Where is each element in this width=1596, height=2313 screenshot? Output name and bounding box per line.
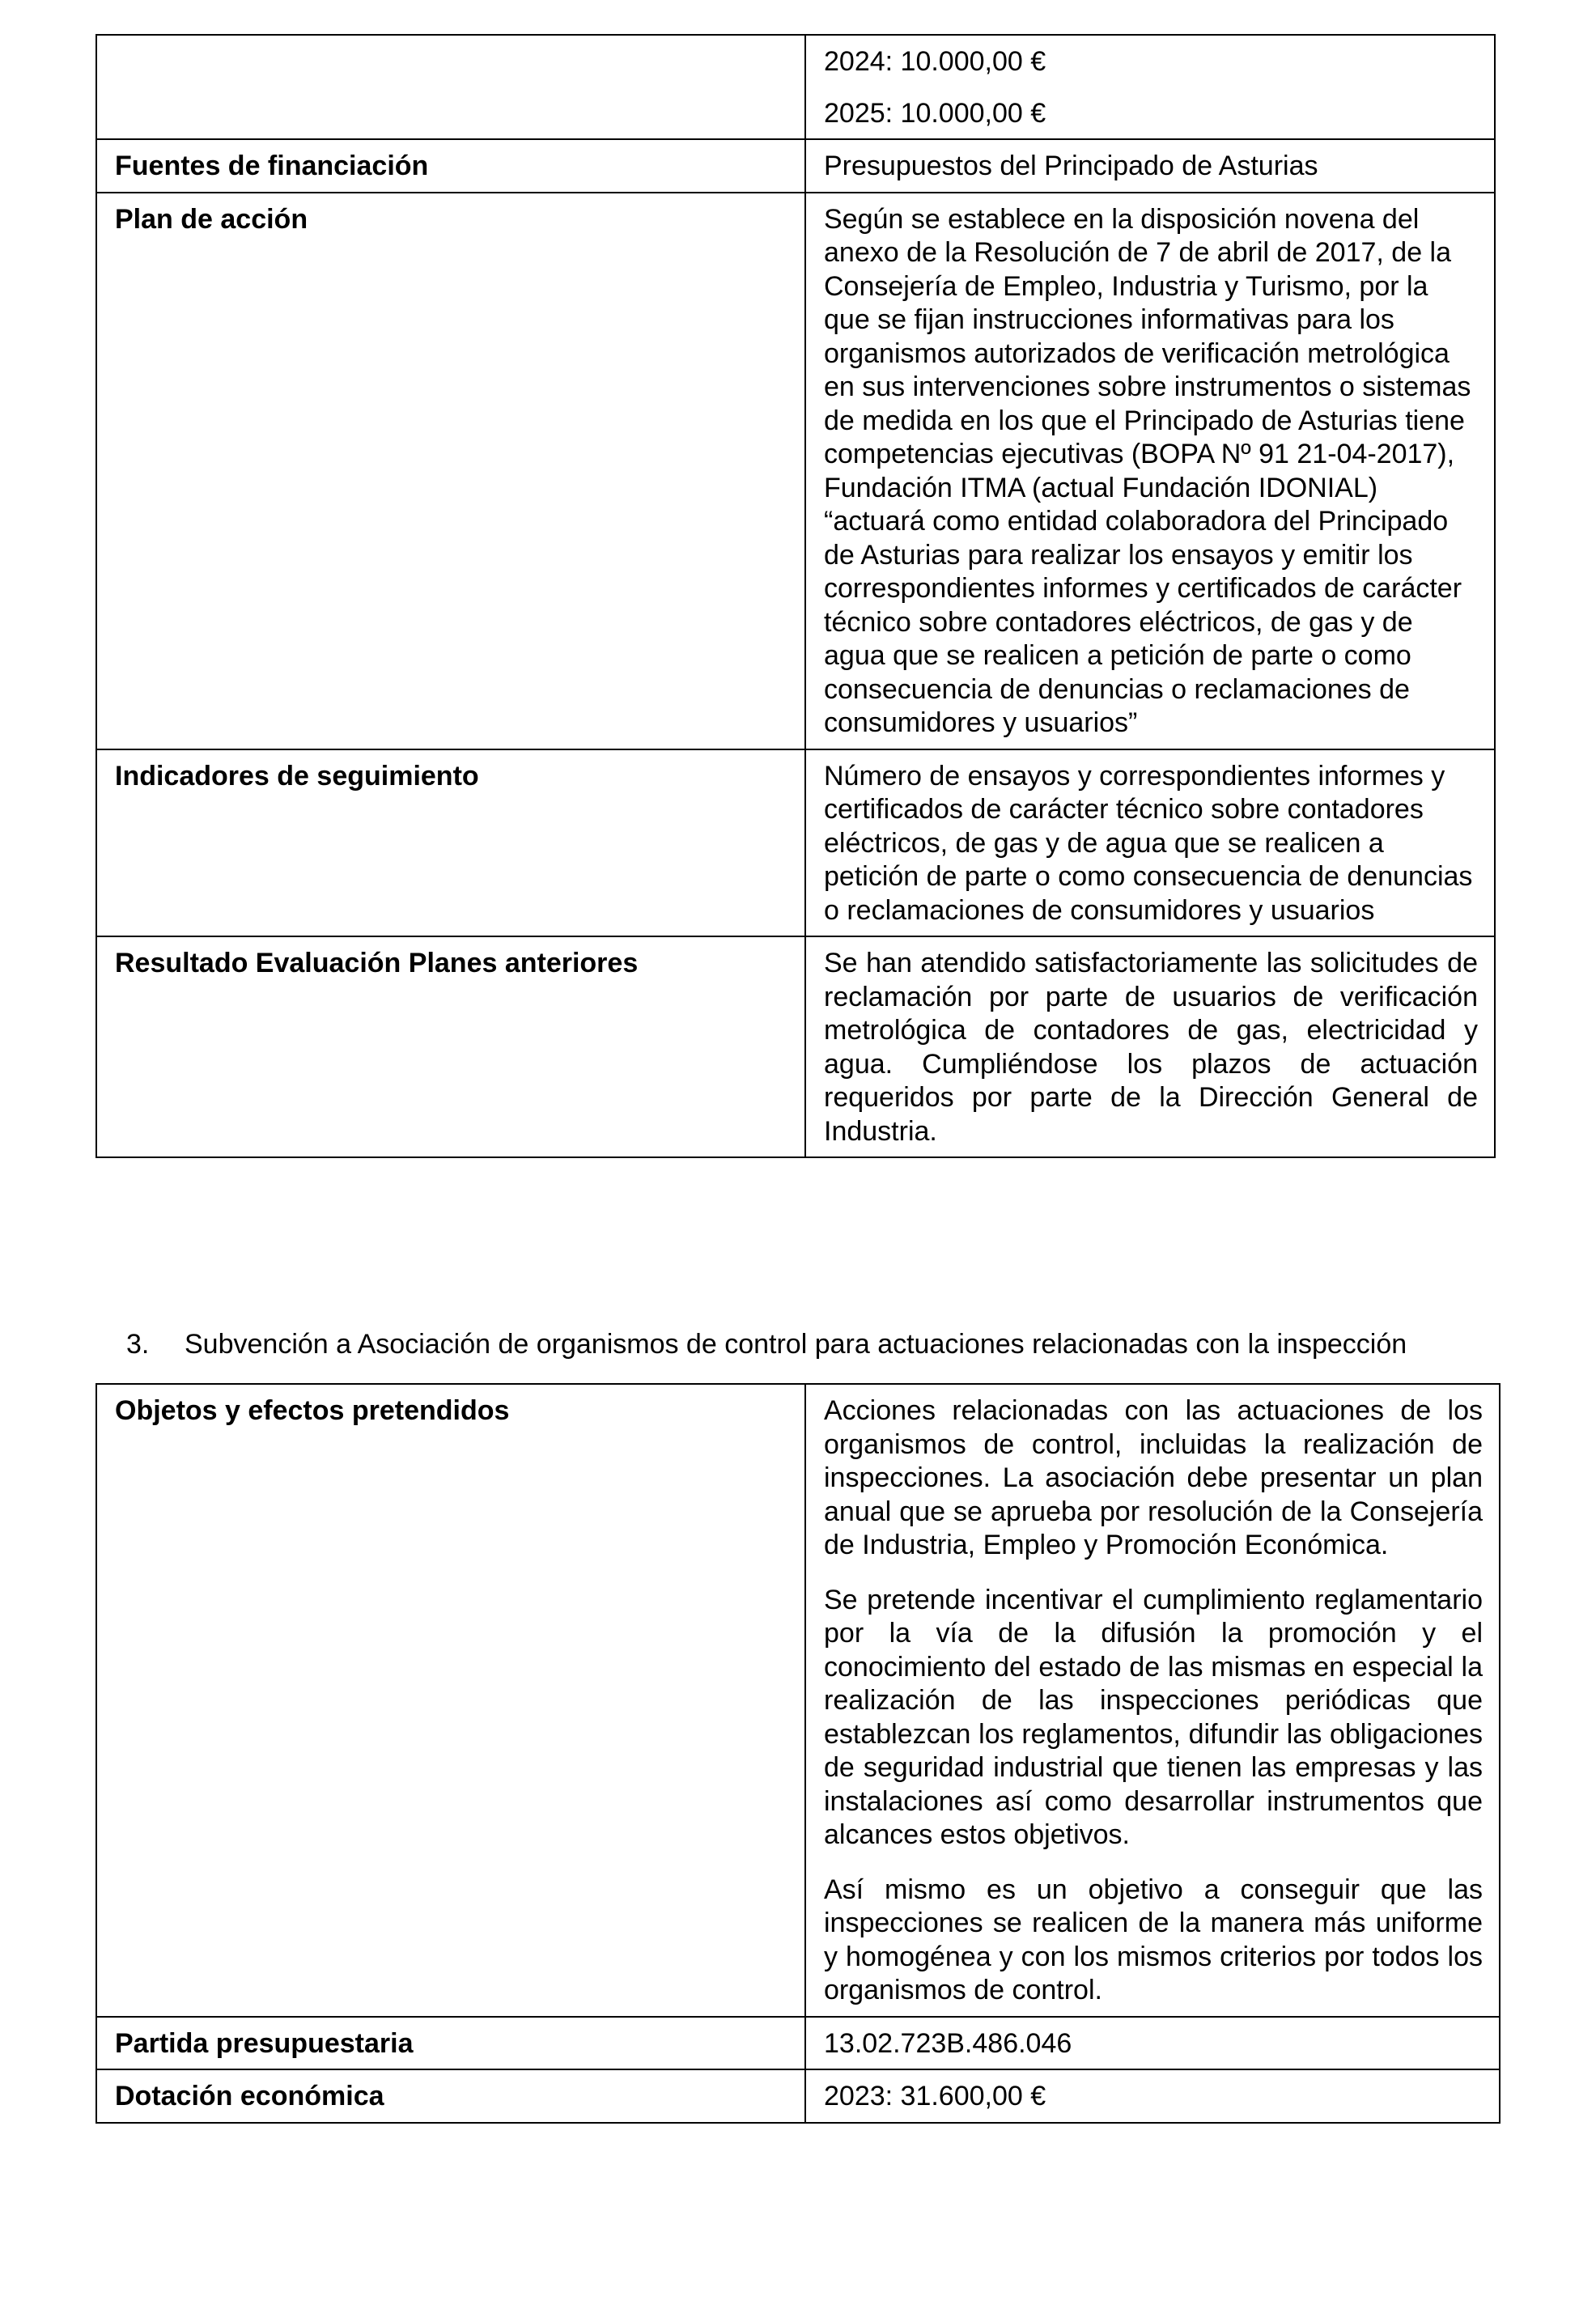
row-value: Número de ensayos y correspondientes informes y certificados de carácter técnico sobre contadores eléctricos, de gas y de agua que se realicen a petición de parte o como consecuencia de denuncias o reclamaciones de consumidores y usuarios bbox=[805, 749, 1495, 937]
amount-2024: 2024: 10.000,00 € bbox=[824, 46, 1046, 77]
row-label: Fuentes de financiación bbox=[96, 139, 805, 193]
table-subsidy-details bbox=[96, 1383, 1500, 2124]
row-label: Partida presupuestaria bbox=[96, 2017, 805, 2070]
row-label: Plan de acción bbox=[96, 193, 805, 749]
section-title: Subvención a Asociación de organismos de control para actuaciones relacionadas con la inspección bbox=[185, 1329, 1407, 1360]
row-label bbox=[96, 35, 805, 139]
table-row bbox=[96, 35, 1495, 139]
table-row bbox=[96, 1384, 1500, 2017]
row-value: Según se establece en la disposición novena del anexo de la Resolución de 7 de abril de 2017, de la Consejería de Empleo, Industria y Turismo, por la que se fijan instrucciones informativas para los organismos autorizados de verificación metrológica en sus intervenciones sobre instrumentos o sistemas de medida en los que el Principado de Asturias tiene competencias ejecutivas (BOPA Nº 91 21-04-2017), Fundación ITMA (actual Fundación IDONIAL) “actuará como entidad colaboradora del Principado de Asturias para realizar los ensayos y emitir los correspondientes informes y certificados de carácter técnico sobre contadores eléctricos, de gas y de agua que se realicen a petición de parte o como consecuencia de denuncias o reclamaciones de consumidores y usuarios” bbox=[805, 193, 1495, 749]
row-value: Se han atendido satisfactoriamente las solicitudes de reclamación por parte de usuarios de verificación metrológica de contadores de gas, electricidad y agua. Cumpliéndose los plazos de actuación requeridos por parte de la Dirección General de Industria. bbox=[805, 936, 1495, 1157]
table-row bbox=[96, 749, 1495, 937]
amount-2025: 2025: 10.000,00 € bbox=[824, 97, 1046, 129]
table-financing-continued bbox=[96, 34, 1496, 1158]
row-label: Objetos y efectos pretendidos bbox=[96, 1384, 805, 2017]
paragraph: Acciones relacionadas con las actuaciones de los organismos de control, incluidas la realización de inspecciones. La asociación debe presentar un plan anual que se aprueba por resolución de la Consejería de Industria, Empleo y Promoción Económica. bbox=[824, 1395, 1483, 1560]
table-row bbox=[96, 2069, 1500, 2123]
table-row bbox=[96, 193, 1495, 749]
section-number: 3. bbox=[126, 1329, 150, 1360]
row-label: Resultado Evaluación Planes anteriores bbox=[96, 936, 805, 1157]
row-value: 2023: 31.600,00 € bbox=[805, 2069, 1500, 2123]
row-value bbox=[805, 1384, 1500, 2017]
row-value: Presupuestos del Principado de Asturias bbox=[805, 139, 1495, 193]
row-value: 13.02.723B.486.046 bbox=[805, 2017, 1500, 2070]
table-row bbox=[96, 139, 1495, 193]
table-row bbox=[96, 936, 1495, 1157]
row-label: Dotación económica bbox=[96, 2069, 805, 2123]
row-label: Indicadores de seguimiento bbox=[96, 749, 805, 937]
paragraph: Se pretende incentivar el cumplimiento reglamentario por la vía de la difusión la promoción y el conocimiento del estado de las mismas en especial la realización de las inspecciones periódicas que establezcan los reglamentos, difundir las obligaciones de seguridad industrial que tienen las empresas y las instalaciones así como desarrollar instrumentos que alcances estos objetivos. bbox=[824, 1584, 1483, 1850]
section-heading bbox=[126, 1328, 1407, 1361]
paragraph: Así mismo es un objetivo a conseguir que las inspecciones se realicen de la manera más uniforme y homogénea y con los mismos criterios por todos los organismos de control. bbox=[824, 1874, 1483, 2005]
table-row bbox=[96, 2017, 1500, 2070]
row-value bbox=[805, 35, 1495, 139]
